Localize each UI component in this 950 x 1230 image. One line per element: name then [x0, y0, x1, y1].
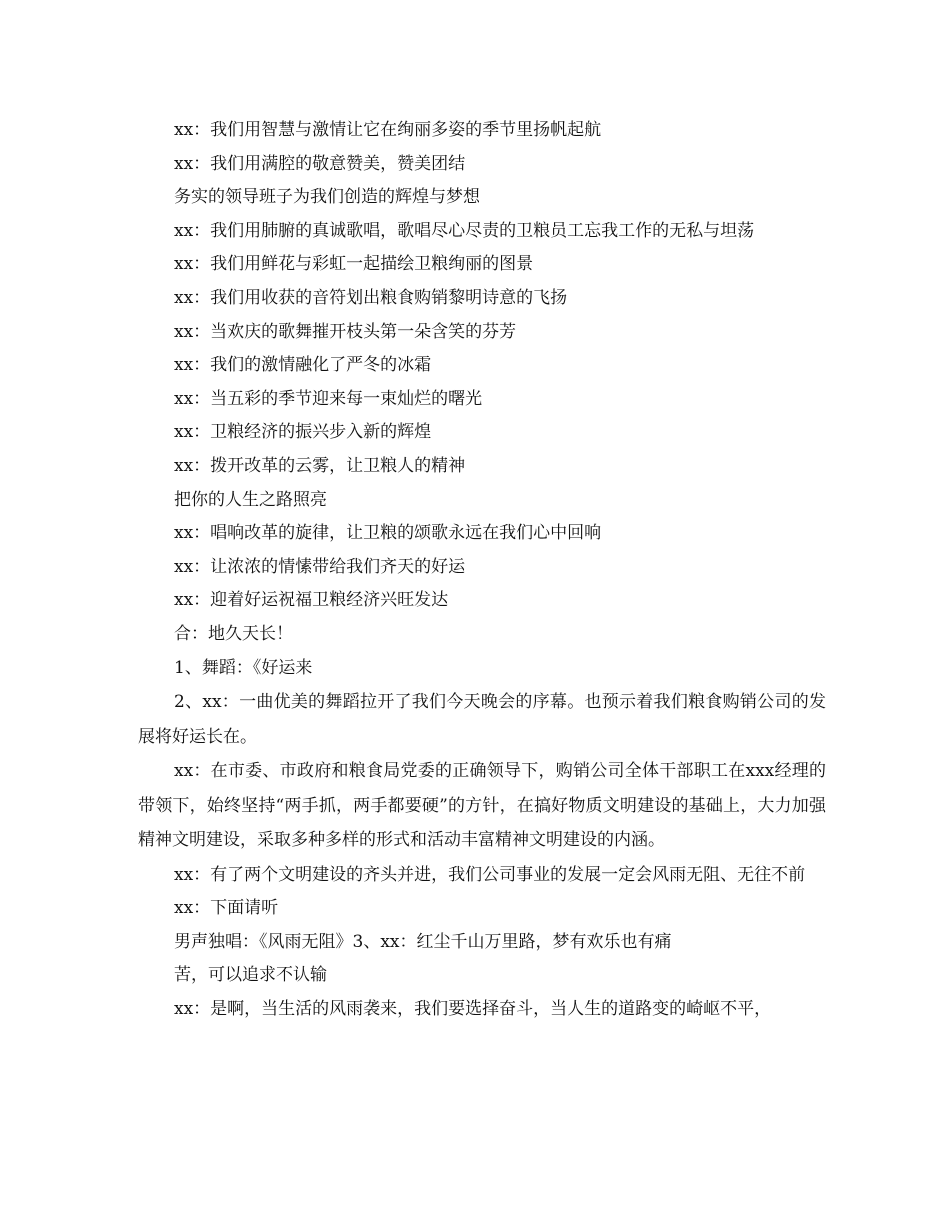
text-line: xx：拨开改革的云雾，让卫粮人的精神 — [174, 455, 466, 476]
text-line: 男声独唱：《风雨无阻》3、xx：红尘千山万里路，梦有欢乐也有痛 — [174, 931, 672, 952]
paragraph: 2、xx：一曲优美的舞蹈拉开了我们今天晚会的序幕。也预示着我们粮食购销公司的发展将好运长在。 — [138, 692, 826, 747]
paragraph: xx：在市委、市政府和粮食局党委的正确领导下，购销公司全体干部职工在xxx经理的带领下，始终坚持“两手抓，两手都要硬”的方针，在搞好物质文明建设的基础上，大力加强精神文明建设，采取多种多样的形式和活动丰富精神文明建设的内涵。 — [138, 761, 826, 851]
text-line: xx：当五彩的季节迎来每一束灿烂的曙光 — [174, 388, 483, 409]
text-line: xx：我们用智慧与激情让它在绚丽多姿的季节里扬帆起航 — [174, 120, 602, 140]
document-body — [138, 114, 826, 1026]
text-line: 合：地久天长！ — [174, 623, 293, 644]
text-line: xx：下面请听 — [174, 898, 279, 919]
text-line: xx：是啊，当生活的风雨袭来，我们要选择奋斗，当人生的道路变的崎岖不平， — [174, 998, 772, 1019]
text-line: xx：卫粮经济的振兴步入新的辉煌 — [174, 422, 432, 443]
text-line: xx：迎着好运祝福卫粮经济兴旺发达 — [174, 590, 449, 611]
text-line: 务实的领导班子为我们创造的辉煌与梦想 — [174, 187, 480, 208]
text-line: xx：我们用肺腑的真诚歌唱，歌唱尽心尽责的卫粮员工忘我工作的无私与坦荡 — [174, 220, 755, 241]
text-line: xx：我们用满腔的敬意赞美，赞美团结 — [174, 153, 466, 174]
text-line: 1、舞蹈：《好运来 — [174, 657, 313, 678]
text-line: xx：当欢庆的歌舞摧开枝头第一朵含笑的芬芳 — [174, 321, 517, 342]
text-line: xx：我们用鲜花与彩虹一起描绘卫粮绚丽的图景 — [174, 254, 534, 275]
text-line: 苦，可以追求不认输 — [174, 965, 327, 986]
paragraph: xx：有了两个文明建设的齐头并进，我们公司事业的发展一定会风雨无阻、无往不前 — [174, 864, 806, 885]
text-line: xx：我们的激情融化了严冬的冰霜 — [174, 355, 432, 376]
text-line: xx：唱响改革的旋律，让卫粮的颂歌永远在我们心中回响 — [174, 523, 602, 544]
text-line: xx：我们用收获的音符划出粮食购销黎明诗意的飞扬 — [174, 287, 568, 308]
text-line: 把你的人生之路照亮 — [174, 489, 327, 510]
text-line: xx：让浓浓的情愫带给我们齐天的好运 — [174, 556, 466, 577]
